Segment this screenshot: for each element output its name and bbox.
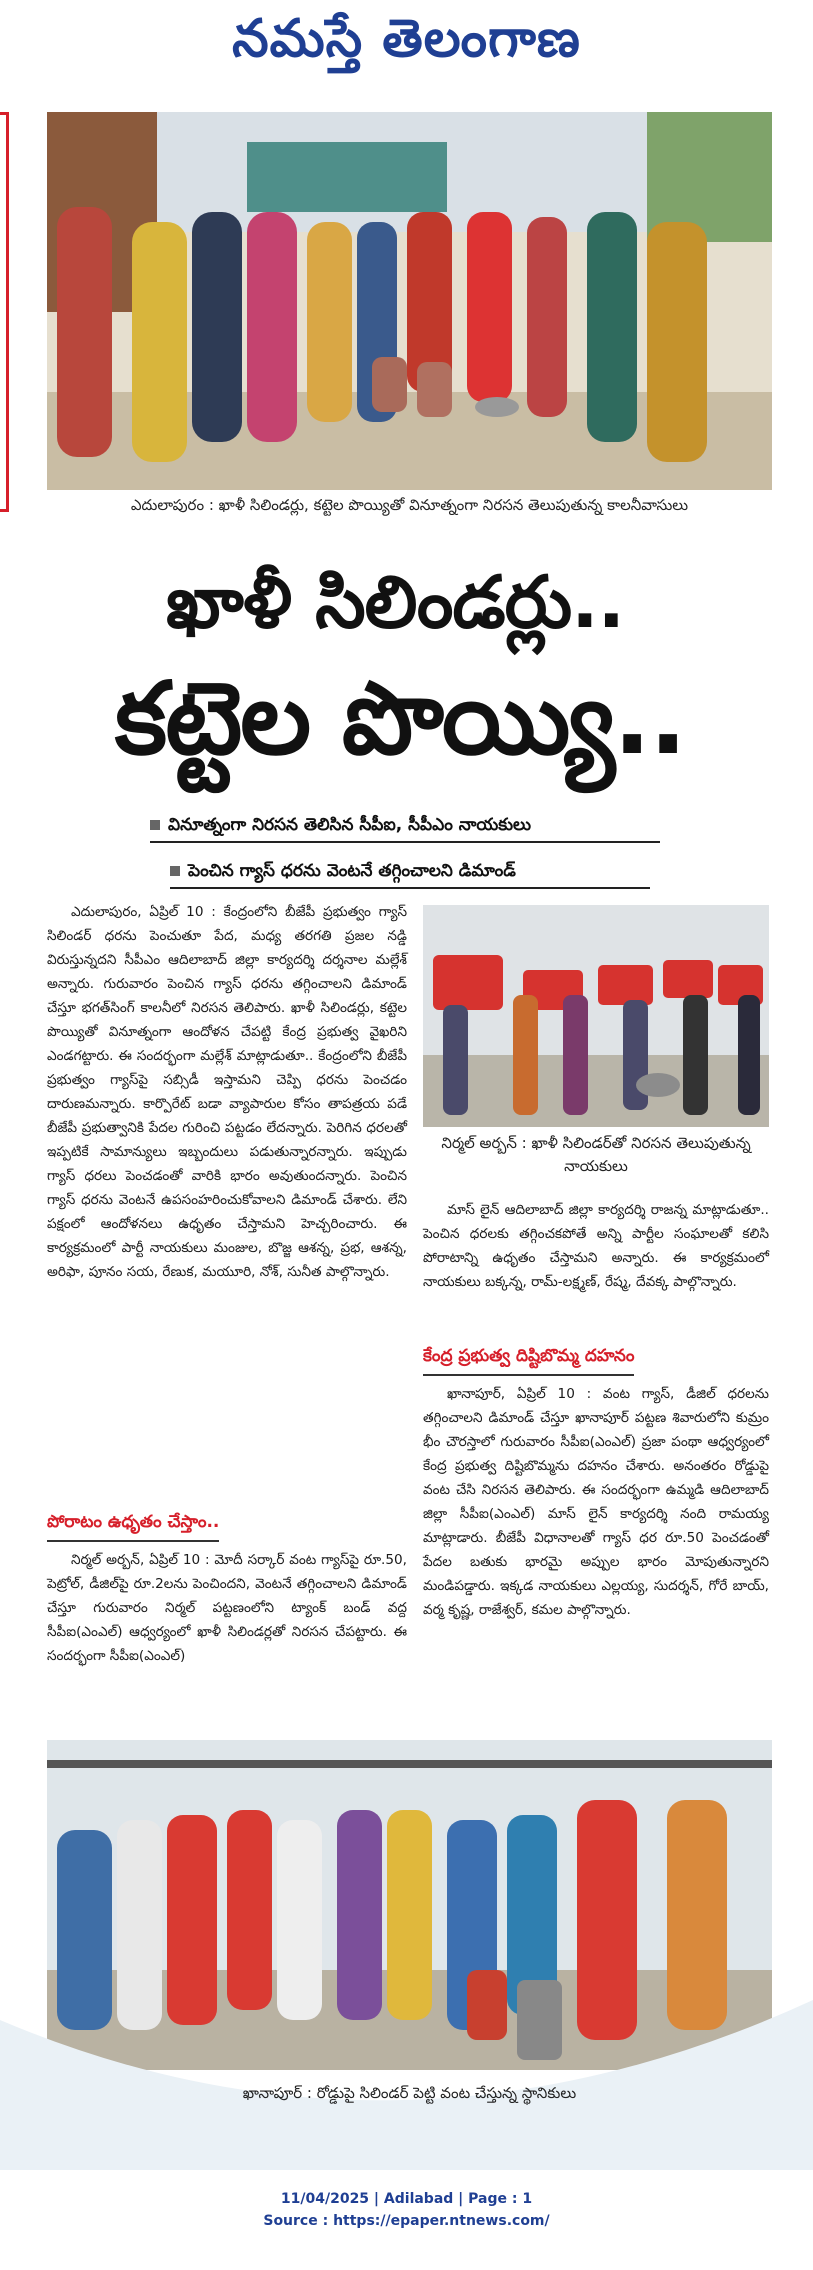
footer-source-line: Source : https://epaper.ntnews.com/ [263, 2213, 550, 2229]
article-paragraph: ఎదులాపురం, ఏప్రిల్ 10 : కేంద్రంలోని బీజేపీ ప్రభుత్వం గ్యాస్ సిలిండర్ ధరను పెంచుతూ పేద, మధ్య తరగతి ప్రజల నడ్డి విరుస్తున్నదని సీపీఎం ఆదిలాబాద్ జిల్లా కార్యదర్శి దర్శనాల మల్లేశ్ అన్నారు. గురువారం పెంచిన గ్యాస్ ధరను తగ్గించాలని డిమాండ్ చేస్తూ భగత్‌సింగ్ కాలనీలో నిరసన తెలిపారు. ఖాళీ సిలిండర్లు, కట్టెల పొయ్యితో వినూత్నంగా ఆందోళన చేపట్టి కేంద్ర ప్రభుత్వ వైఖరిని ఎండగట్టారు. ఈ సందర్భంగా మల్లేశ్ మాట్లాడుతూ.. కేంద్రంలోని బీజేపీ ప్రభుత్వం గ్యాస్‌పై సబ్సిడీ ఇస్తామని చెప్పి ధరను పెంచడం దారుణమన్నారు. కార్పొరేట్ బడా వ్యాపారుల కోసం తాపత్రయ పడే బీజేపీ ప్రభుత్వానికి పేదల గురించి పట్టడం లేదన్నారు. పెరిగిన ధరలతో ఇప్పటికే సామాన్యులు ఇబ్బందులు పడుతున్నారన్నారు. ఇప్పుడు గ్యాస్ ధరలు పెంచడంతో వారికి భారం అవుతుందన్నారు. పెంచిన గ్యాస్ ధరను వెంటనే ఉపసంహరించుకోవాలని డిమాండ్ చేశారు. లేని పక్షంలో ఆందోళనలు ఉధృతం చేస్తామని హెచ్చరించారు. ఈ కార్యక్రమంలో పార్టీ నాయకులు మంజుల, బొజ్జ ఆశన్న, ప్రభ, ఆశన్న, అరిఫా, పూనం సయ, రేణుక, మయూరి, నోశ్, సునీత పాల్గొన్నారు. [47, 904, 407, 1280]
bullet-icon [170, 866, 180, 876]
footer-date-line: 11/04/2025 | Adilabad | Page : 1 [280, 2191, 533, 2207]
column-right-2 [423, 1382, 769, 1622]
masthead [0, 0, 813, 90]
headline-line1: ఖాళీ సిలిండర్లు.. [166, 560, 624, 644]
page-footer [0, 2188, 813, 2232]
subhead-left: పోరాటం ఉధృతం చేస్తాం.. [47, 1512, 219, 1542]
article-paragraph: నిర్మల్ అర్బన్, ఏప్రిల్ 10 : మోదీ సర్కార్ వంట గ్యాస్‌పై రూ.50, పెట్రోల్, డీజిల్‌పై రూ.2లను పెంచిందని, వెంటనే తగ్గించాలని డిమాండ్ చేస్తూ గురువారం నిర్మల్ పట్టణంలోని ట్యాంక్ బండ్ వద్ద సీపీఐ(ఎంఎల్) ఆధ్వర్యంలో ఖాళీ సిలిండర్లతో నిరసన చేపట్టారు. ఈ సందర్భంగా సీపీఐ(ఎంఎల్) [47, 1552, 407, 1664]
photo-right [423, 905, 769, 1127]
column-left-2 [47, 1548, 407, 1668]
column-left [47, 900, 407, 1284]
deck-1-text: వినూత్నంగా నిరసన తెలిసిన సీపీఐ, సీపీఎం నాయకులు [168, 815, 531, 835]
article-paragraph: మాస్ లైన్ ఆదిలాబాద్ జిల్లా కార్యదర్శి రాజన్న మాట్లాడుతూ.. పెంచిన ధరలకు తగ్గించకపోతే అన్ని పార్టీల సంఘాలతో కలిసి పోరాటాన్ని ఉధృతం చేస్తామని అన్నారు. ఈ కార్యక్రమంలో నాయకులు బక్కన్న, రామ్-లక్ష్మణ్, రేష్మ, దేవక్క పాల్గొన్నారు. [423, 1202, 769, 1290]
photo-right-caption: నిర్మల్ అర్బన్ : ఖాళీ సిలిండర్‌తో నిరసన తెలుపుతున్న నాయకులు [441, 1134, 751, 1176]
deck-1 [150, 812, 660, 843]
decorative-swoosh [0, 1960, 813, 2170]
headline-line2: కట్టెల పొయ్యి.. [114, 660, 686, 777]
photo-top [47, 112, 772, 490]
deck-2 [170, 858, 650, 889]
photo-top-caption: ఎదులాపురం : ఖాళీ సిలిండర్లు, కట్టెల పొయ్యితో వినూత్నంగా నిరసన తెలుపుతున్న కాలనీవాసులు [130, 496, 689, 514]
subhead-right: కేంద్ర ప్రభుత్వ దిష్టిబొమ్మ దహనం [423, 1346, 634, 1376]
protest-photo-right [423, 905, 769, 1127]
article-paragraph: ఖానాపూర్, ఏప్రిల్ 10 : వంట గ్యాస్, డీజిల్ ధరలను తగ్గించాలని డిమాండ్ చేస్తూ ఖానాపూర్ పట్టణ శివారులోని కుమ్రం భీం చౌరస్తాలో గురువారం సీపీఐ(ఎంఎల్) ప్రజా పంథా ఆధ్వర్యంలో కేంద్ర ప్రభుత్వ దిష్టిబొమ్మను దహనం చేశారు. అనంతరం రోడ్డుపై వంట చేసి నిరసన తెలిపారు. ఈ సందర్భంగా ఉమ్మడి ఆదిలాబాద్ జిల్లా సీపీఐ(ఎంఎల్) మాస్ లైన్ కార్యదర్శి నంది రామయ్య మాట్లాడారు. బీజేపీ విధానాలతో గ్యాస్ ధర రూ.50 పెంచడంతో పేదల బతుకు భారమై అప్పుల భారం మోపుతున్నారని మండిపడ్డారు. ఇక్కడ నాయకులు ఎల్లయ్య, సుదర్శన్, గోరే బాయ్, వర్మ కృష్ణ, రాజేశ్వర్, కమల పాల్గొన్నారు. [423, 1386, 769, 1618]
protest-photo-top [47, 112, 772, 490]
deck-2-text: పెంచిన గ్యాస్ ధరను వెంటనే తగ్గించాలని డిమాండ్ [188, 861, 516, 881]
column-right [423, 1198, 769, 1294]
masthead-title: నమస్తే తెలంగాణ [232, 8, 581, 69]
section-marker [0, 112, 9, 512]
bullet-icon [150, 820, 160, 830]
photo-bottom-caption: ఖానాపూర్ : రోడ్డుపై సిలిండర్ పెట్టి వంట చేస్తున్న స్థానికులు [242, 2084, 577, 2102]
